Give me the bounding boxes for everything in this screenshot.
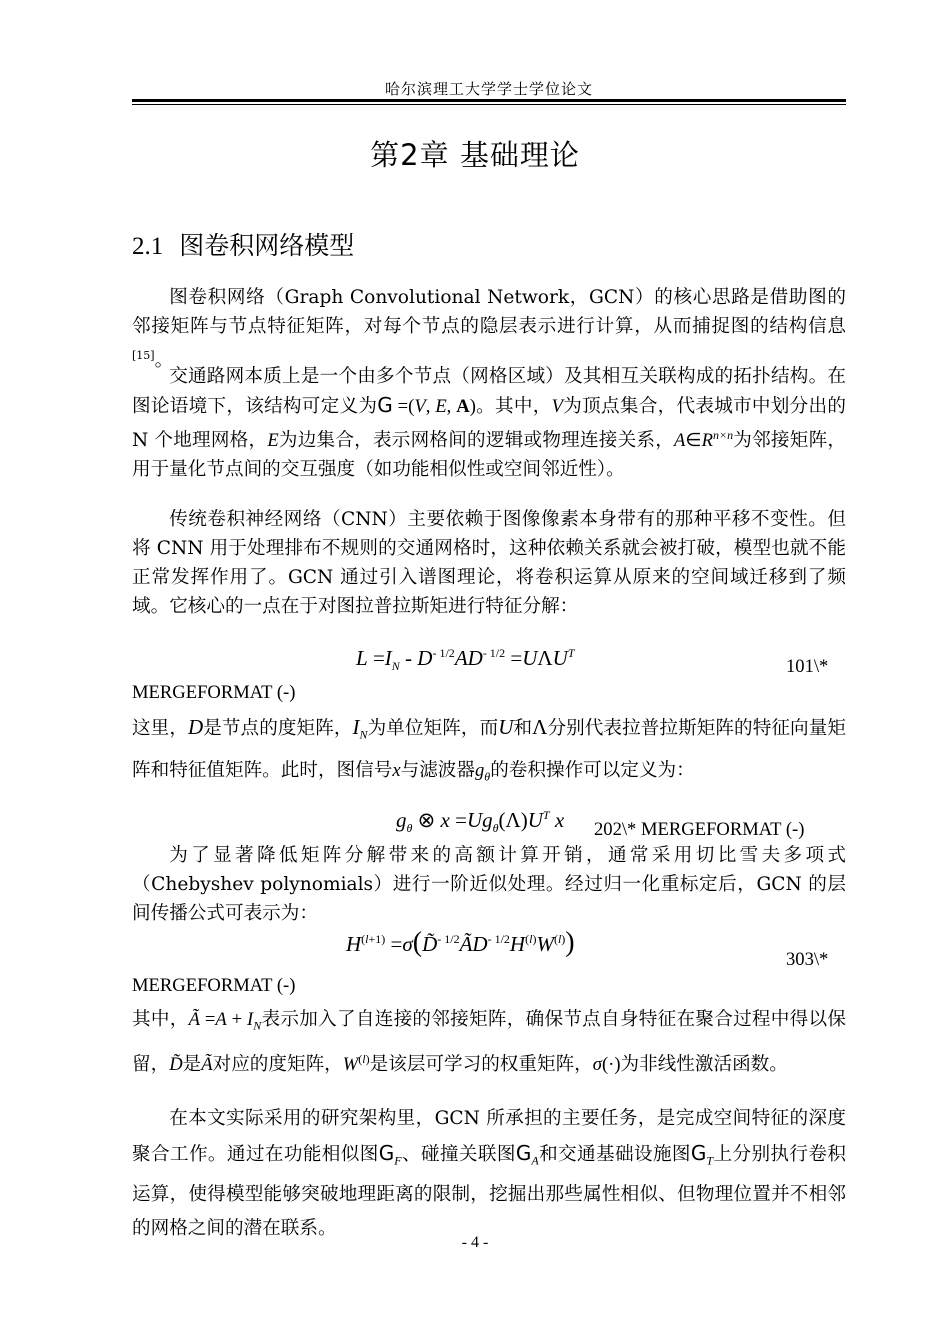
math-Lambda: Λ [532,715,548,739]
equation-number-1: 101\* [786,656,829,677]
math-sigma: σ [592,1053,602,1075]
paragraph-propagation-terms: 其中，Ã $=A + I_N$表示加入了自连接的邻接矩阵，确保节点自身特征在聚合过程中得以保留，D̃是Ã对应的度矩阵，$W^{(l)}$是该层可学习的权重矩阵，σ(·)为非线性激活函数。 [132,1009,846,1075]
math-A-tilde-ref: Ã [201,1053,213,1075]
header-rule-thick [132,99,846,102]
paragraph-chebyshev: 为了显著降低矩阵分解带来的高额计算开销，通常采用切比雪夫多项式（Chebyshev polynomials）进行一阶近似处理。经过归一化重标定后，GCN 的层间传播公式可表示为： [132,845,846,924]
equation-number-3: 303\* [786,949,829,970]
math-G-F: G [378,1141,395,1165]
paragraph-graph-definition: 交通路网本质上是一个由多个节点（网格区域）及其相互关联构成的拓扑结构。在图论语境下，该结构可定义为G =(V, E, A)。其中，V为顶点集合，代表城市中划分出的 N 个地理网格，E为边集合，表示网格间的逻辑或物理连接关系，$A\in R^{n\times n}$为邻接矩阵，用于量化节点间的交互强度（如功能相似性或空间邻近性）。 [132,366,846,481]
math-adjacency: $A\in R^{n\times n}$ [674,428,734,452]
section-heading [132,226,354,262]
paragraph-cnn-vs-gcn: 传统卷积神经网络（CNN）主要依赖于图像像素本身带有的那种平移不变性。但将 CNN 用于处理排布不规则的交通网格时，这种依赖关系就会被打破，模型也就不能正常发挥作用了。GCN 通过引入谱图理论，将卷积运算从原来的空间域迁移到了频域。它核心的一点在于对图拉普拉斯矩进行特征分解： [132,509,846,617]
math-g-theta: g [474,759,485,781]
equation-number-2: 202\* MERGEFORMAT (-) [594,819,805,840]
equation-propagation: $H^{(l+1)}$ $=\sigma(D̃^{- 1/2}ÃD^{- 1/2}H^{(l)}W^{(l)})$ [346,927,575,958]
math-G-T: G [690,1141,707,1165]
math-D-tilde: D̃ [169,1053,183,1075]
equation-merge-1: MERGEFORMAT (-) [132,682,296,703]
math-graph-def: G =(V, E, A) [377,393,476,417]
equation-merge-3: MERGEFORMAT (-) [132,975,296,996]
math-U: U [498,715,514,739]
math-G-A: G [515,1141,532,1165]
section-number: 2.1 [132,233,164,260]
math-E: E [267,430,279,452]
math-IN: I [352,715,360,739]
equation-convolution: $g_\theta$ ⊗ $x =Ug_\theta(\Lambda)U^T$ x [396,808,565,836]
paragraph-gcn-application: 在本文实际采用的研究架构里，GCN 所承担的主要任务，是完成空间特征的深度聚合工作。通过在功能相似图$G_F$、碰撞关联图$G_A$和交通基础设施图$G_T$上分别执行卷积运算，使得模型能够突破地理距离的限制，挖掘出那些属性相似、但物理位置并不相邻的网格之间的潜在联系。 [132,1108,846,1239]
math-x: x [392,759,401,781]
section-title: 图卷积网络模型 [179,231,355,260]
running-header: 哈尔滨理工大学学士学位论文 [384,80,593,98]
header-rule-thin [132,104,846,105]
math-W-l: $W^{(l)}$ [342,1051,370,1075]
chapter-title: 第2章 基础理论 [370,138,580,172]
paragraph-laplacian-terms: 这里，D是节点的度矩阵，$I_N$为单位矩阵，而U和Λ分别代表拉普拉斯矩阵的特征向量矩阵和特征值矩阵。此时，图信号x与滤波器$g_\theta$的卷积操作可以定义为： [132,715,846,784]
page-number: - 4 - [461,1234,489,1251]
math-D: D [187,715,204,739]
math-A-tilde: Ã $=A + I_N$ [188,1009,262,1033]
citation: [15] [132,349,155,362]
equation-laplacian: $L =I_N - D^{- 1/2}AD^{- 1/2} =U\Lambda U^T$ [356,646,575,674]
math-V: V [551,396,563,417]
paragraph-gcn-intro: 图卷积网络（Graph Convolutional Network，GCN）的核心思路是借助图的邻接矩阵与节点特征矩阵，对每个节点的隐层表示进行计算，从而捕捉图的结构信息[15]。 [132,287,846,372]
